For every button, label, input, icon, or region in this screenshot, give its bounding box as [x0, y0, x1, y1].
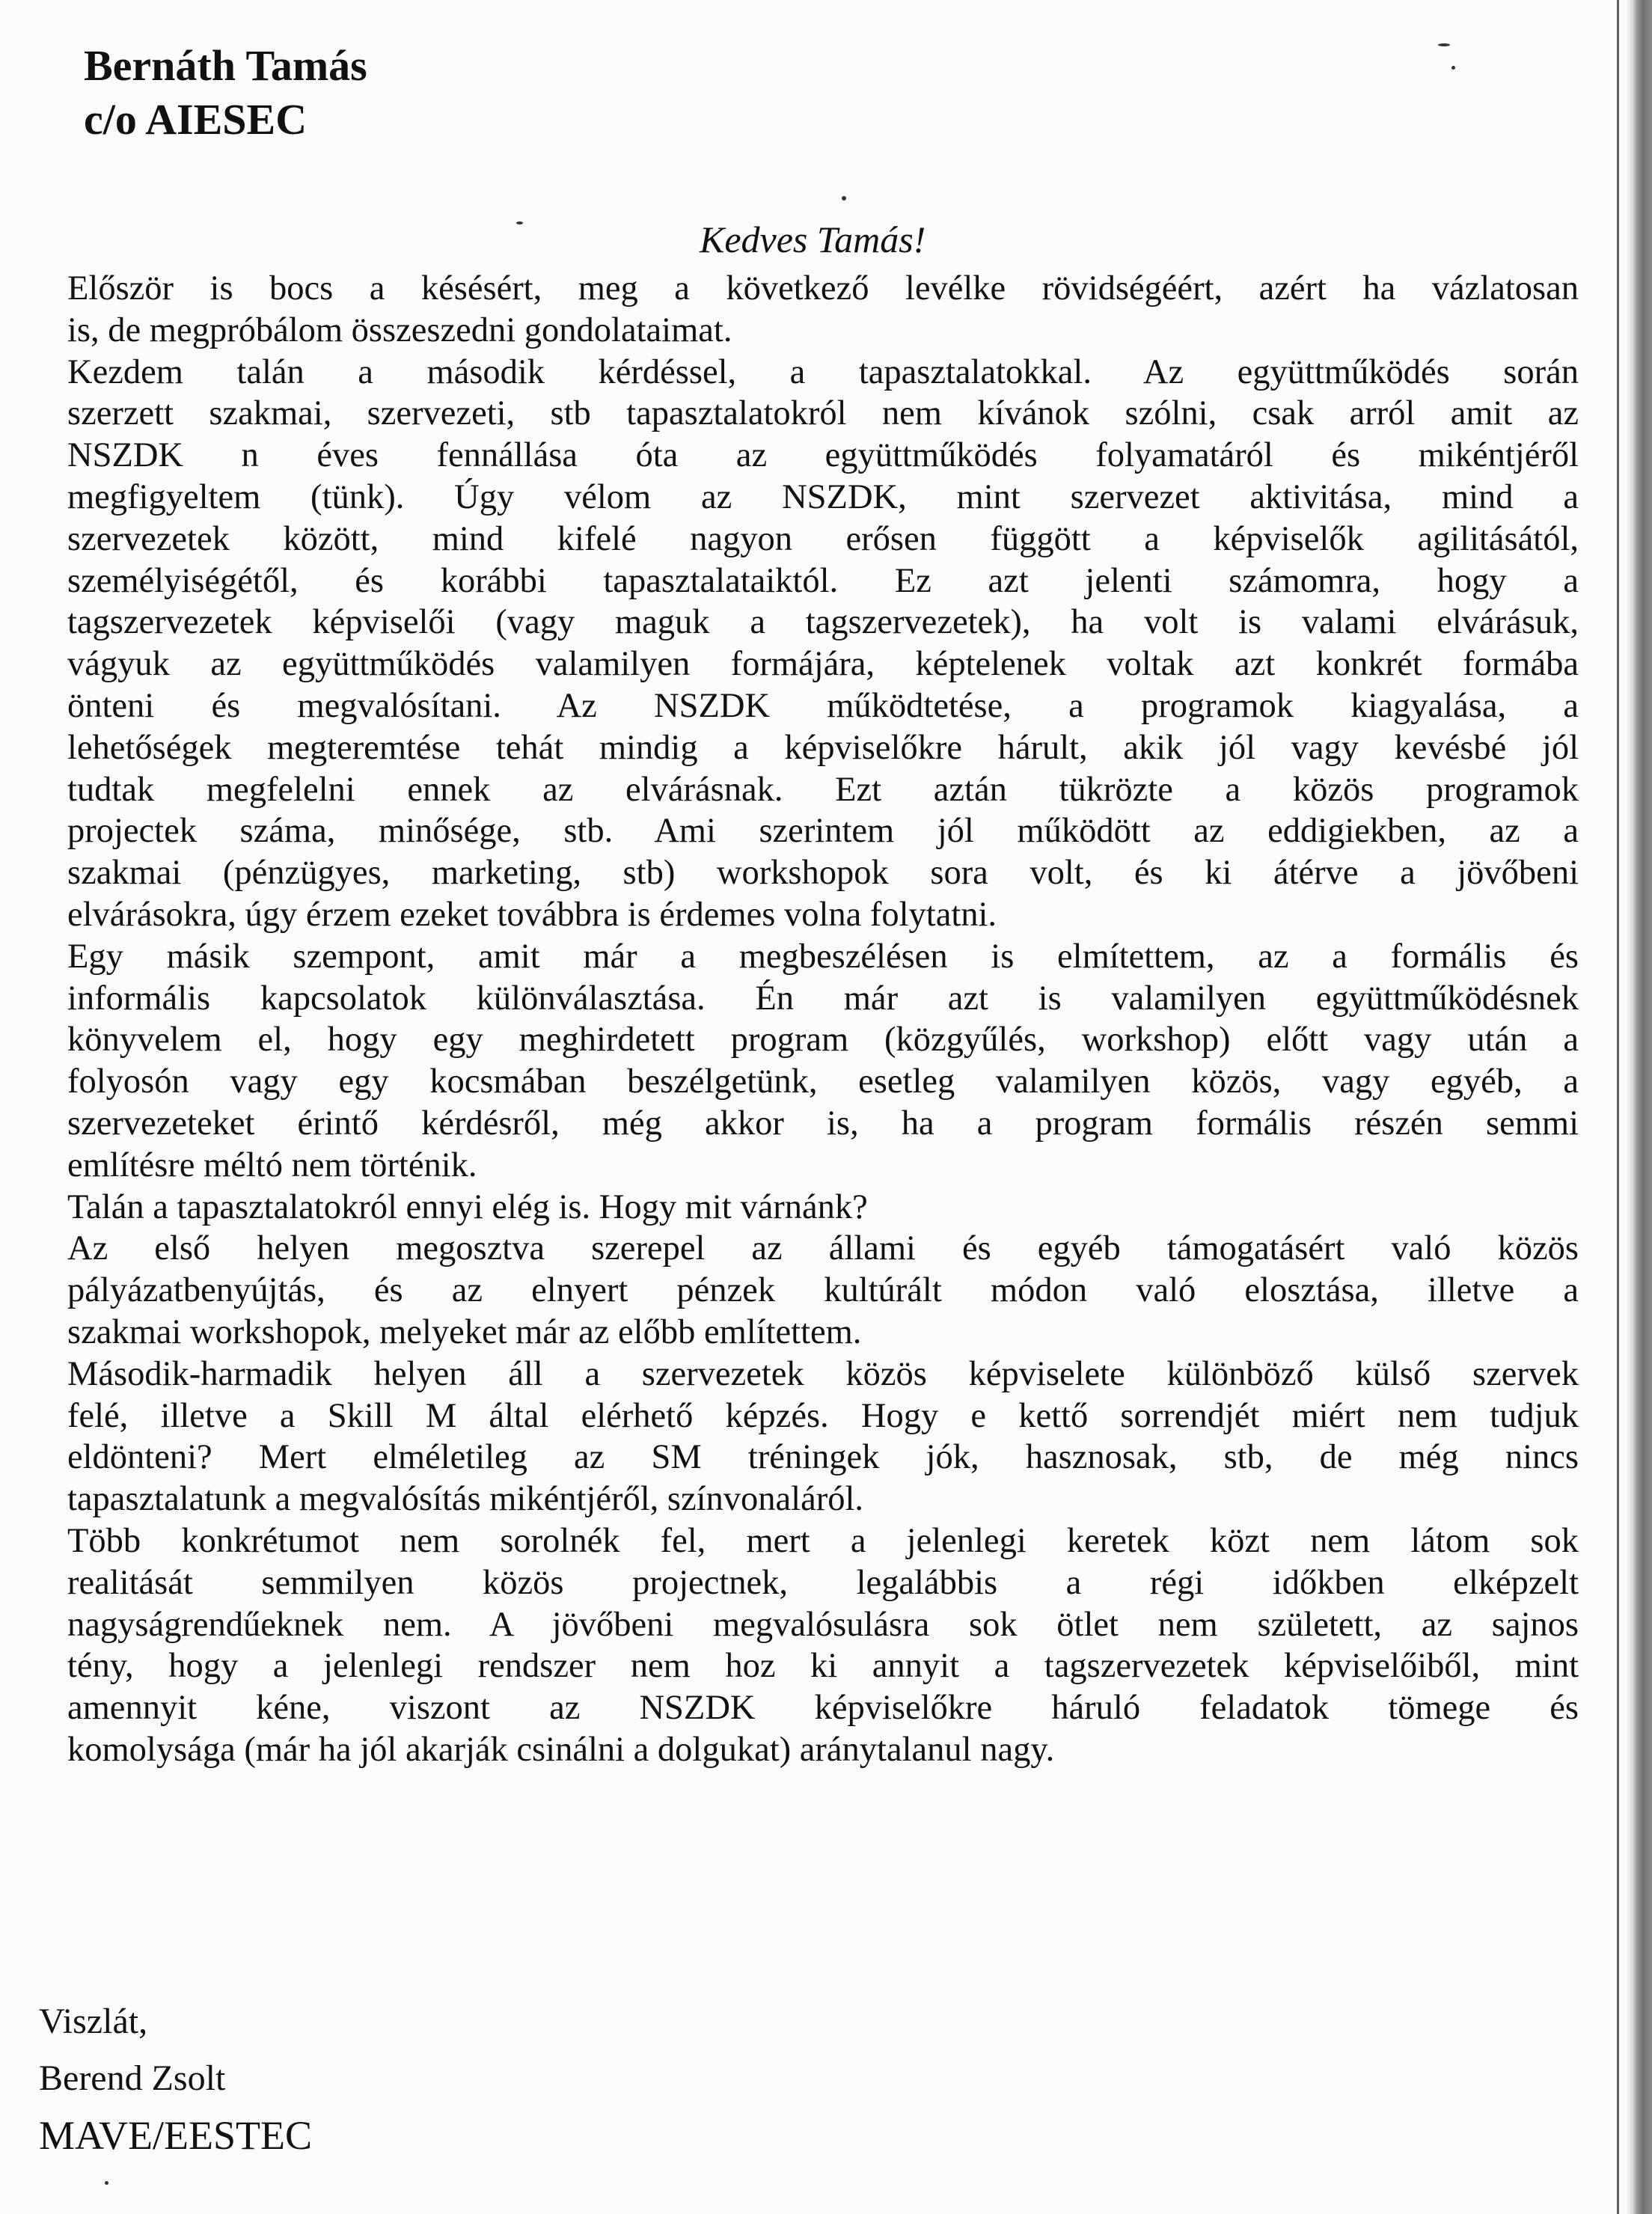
body-line: eldönteni? Mert elméletileg az SM tréningek jók, hasznosak, stb, de még nincs [67, 1438, 1579, 1477]
body-line: Talán a tapasztalatokról ennyi elég is. Hogy mit várnánk? [67, 1187, 868, 1226]
body-line: Több konkrétumot nem sorolnék fel, mert a jelenlegi keretek közt nem látom sok [67, 1521, 1579, 1560]
scan-speck [105, 2181, 108, 2185]
body-line: könyvelem el, hogy egy meghirdetett program (közgyűlés, workshop) előtt vagy után a [67, 1021, 1579, 1059]
body-line: szervezeteket érintő kérdésről, még akkor is, ha a program formális részén semmi [67, 1104, 1579, 1143]
body-line: személyiségétől, és korábbi tapasztalataiktól. Ez azt jelenti számomra, hogy a [67, 561, 1579, 600]
sender-block [84, 39, 367, 147]
signer-name: Berend Zsolt [39, 2058, 226, 2098]
signer-org: MAVE/EESTEC [39, 2113, 313, 2158]
body-line: tény, hogy a jelenlegi rendszer nem hoz ki annyit a tagszervezetek képviselőiből, mint [67, 1647, 1579, 1686]
body-line: szakmai workshopok, melyeket már az előbb említettem. [67, 1312, 862, 1351]
scan-edge-shadow [1627, 0, 1652, 2214]
body-line: NSZDK n éves fennállása óta az együttműködés folyamatáról és mikéntjéről [67, 436, 1579, 475]
body-line: szakmai (pénzügyes, marketing, stb) workshopok sora volt, és ki átérve a jövőbeni [67, 854, 1579, 893]
body-line: pályázatbenyújtás, és az elnyert pénzek kultúrált módon való elosztása, illetve a [67, 1271, 1579, 1310]
body-line: tagszervezetek képviselői (vagy maguk a tagszervezetek), ha volt is valami elvárásuk, [67, 603, 1579, 642]
scan-speck [516, 221, 523, 224]
body-line: folyosón vagy egy kocsmában beszélgetünk, esetleg valamilyen közös, vagy egyéb, a [67, 1062, 1579, 1101]
body-line: informális kapcsolatok különválasztása. Én már azt is valamilyen együttműködésnek [67, 979, 1579, 1018]
letter-body [67, 268, 1579, 1771]
body-line: Egy másik szempont, amit már a megbeszélésen is elmítettem, az a formális és [67, 937, 1579, 976]
body-line: szervezetek között, mind kifelé nagyon erősen függött a képviselők agilitásától, [67, 519, 1579, 558]
body-line: amennyit kéne, viszont az NSZDK képviselőkre háruló feladatok tömege és [67, 1689, 1579, 1728]
body-line: önteni és megvalósítani. Az NSZDK működtetése, a programok kiagyalása, a [67, 686, 1579, 725]
body-line: megfigyeltem (tünk). Úgy vélom az NSZDK, mint szervezet aktivitása, mind a [67, 477, 1579, 516]
body-line: vágyuk az együttműködés valamilyen formájára, képtelenek voltak azt konkrét formába [67, 645, 1579, 684]
body-line: projectek száma, minősége, stb. Ami szerintem jól működött az eddigiekben, az a [67, 812, 1579, 851]
body-line: Először is bocs a késésért, meg a következő levélke rövidségéért, azért ha vázlatosan [67, 269, 1579, 308]
body-line: tapasztalatunk a megvalósítás mikéntjéről, színvonaláról. [67, 1480, 864, 1519]
body-line: lehetőségek megteremtése tehát mindig a képviselőkre hárult, akik jól vagy kevésbé jól [67, 728, 1579, 767]
scan-edge-line [1617, 0, 1619, 2214]
body-line: is, de megpróbálom összeszedni gondolataimat. [67, 311, 732, 349]
body-line: felé, illetve a Skill M által elérhető képzés. Hogy e kettő sorrendjét miért nem tudjuk [67, 1396, 1579, 1435]
sender-name: Bernáth Tamás [84, 41, 367, 90]
body-line: nagyságrendűeknek nem. A jövőbeni megvalósulásra sok ötlet nem született, az sajnos [67, 1605, 1579, 1644]
body-line: Második-harmadik helyen áll a szervezetek közös képviselete különböző külső szervek [67, 1354, 1579, 1393]
body-line: Kezdem talán a második kérdéssel, a tapasztalatokkal. Az együttműködés során [67, 352, 1579, 391]
farewell: Viszlát, [39, 2002, 148, 2041]
body-line: komolysága (már ha jól akarják csinálni a dolgukat) aránytalanul nagy. [67, 1730, 1055, 1769]
body-line: tudtak megfelelni ennek az elvárásnak. Ezt aztán tükrözte a közös programok [67, 770, 1579, 809]
scan-speck [842, 196, 846, 201]
body-line: szerzett szakmai, szervezeti, stb tapasztalatokról nem kívánok szólni, csak arról amit az [67, 394, 1579, 433]
body-line: realitását semmilyen közös projectnek, legalábbis a régi időkben elképzelt [67, 1563, 1579, 1602]
body-line: elvárásokra, úgy érzem ezeket továbbra is érdemes volna folytatni. [67, 895, 997, 934]
closing-block [39, 1993, 312, 2164]
scan-speck [1451, 66, 1455, 70]
body-line: említésre méltó nem történik. [67, 1146, 477, 1184]
salutation: Kedves Tamás! [700, 218, 926, 260]
scan-speck [1438, 43, 1450, 46]
body-line: Az első helyen megosztva szerepel az állami és egyéb támogatásért való közös [67, 1229, 1579, 1268]
sender-org: c/o AIESEC [84, 95, 308, 144]
